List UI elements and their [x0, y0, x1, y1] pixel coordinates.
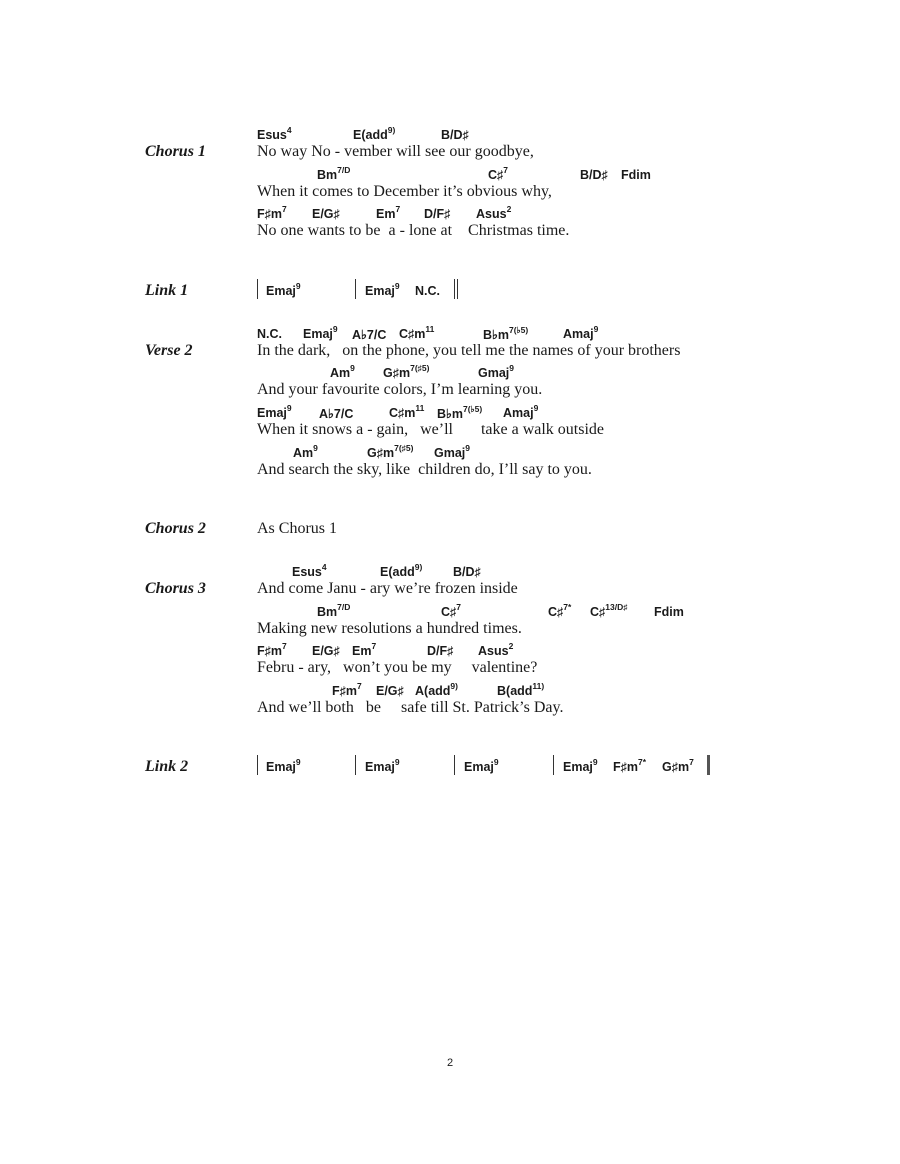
barline: [553, 755, 554, 775]
chord: $C♯m^{11}$: [389, 402, 425, 420]
chord: Gmaj$^9$: [478, 362, 514, 380]
chord: B/D♯: [453, 565, 481, 579]
chord: Emaj$^9$: [266, 756, 301, 774]
chord: E(add$^{9)}$: [380, 561, 423, 579]
barline: [355, 279, 356, 299]
chord: E/G♯: [312, 644, 340, 658]
chord: Emaj$^9$: [257, 402, 292, 420]
section-label-link-2: Link 2: [145, 758, 189, 775]
section-instruction: As Chorus 1: [257, 520, 338, 537]
chord: $B♭m^{7(♭5)}$: [437, 403, 483, 421]
double-barline: [454, 279, 455, 299]
chord: $G♯m^{7(♯5)}$: [383, 362, 430, 380]
chord: E(add$^{9)}$: [353, 124, 396, 142]
chord: Emaj$^9$: [365, 280, 400, 298]
lyric-line: And your favourite colors, I’m learning you.: [257, 381, 543, 398]
barline: [257, 755, 258, 775]
lyric-line: Making new resolutions a hundred times.: [257, 620, 522, 637]
lyric-line: When it comes to December it’s obvious why,: [257, 183, 552, 200]
lyric-line: No way No - vember will see our goodbye,: [257, 143, 534, 160]
lyric-line: In the dark, on the phone, you tell me the names of your brothers: [257, 342, 681, 359]
chord: C♯$^{7*}$: [548, 601, 572, 619]
chord: $G♯m^7$: [662, 756, 694, 774]
chord: B/D♯: [580, 168, 608, 182]
chord: $F♯m^7$: [257, 203, 287, 221]
barline: [355, 755, 356, 775]
chord: $G♯m^{7(♯5)}$: [367, 442, 414, 460]
barline: [257, 279, 258, 299]
chord: E/G♯: [312, 207, 340, 221]
section-label-chorus-2: Chorus 2: [145, 520, 206, 537]
barline: [454, 755, 455, 775]
chord: D/F♯: [427, 644, 454, 658]
chord: Gmaj$^9$: [434, 442, 470, 460]
chord: B(add$^{11)}$: [497, 680, 545, 698]
chord: Amaj$^9$: [563, 323, 599, 341]
chord: Em$^7$: [376, 203, 401, 221]
chord: Esus$^4$: [292, 561, 327, 579]
chord: $C♯m^{11}$: [399, 323, 435, 341]
lyric-line: And search the sky, like children do, I’ll say to you.: [257, 461, 592, 478]
section-label-link-1: Link 1: [145, 282, 189, 299]
chord: E/G♯: [376, 684, 404, 698]
chord: $F♯m^7$: [332, 680, 362, 698]
chord: C♯$^7$: [441, 601, 462, 619]
chord: Am$^9$: [293, 442, 318, 460]
chord: $Bm^{7/D}$: [317, 164, 351, 182]
lyric-line: And we’ll both be safe till St. Patrick’s Day.: [257, 699, 564, 716]
chord: A(add$^{9)}$: [415, 680, 458, 698]
chord: C♯$^7$: [488, 164, 509, 182]
chord: A♭7/C: [352, 328, 387, 342]
chord: Amaj$^9$: [503, 402, 539, 420]
chord: Emaj$^9$: [303, 323, 338, 341]
chord: Fdim: [621, 168, 651, 182]
chord: N.C.: [257, 327, 282, 341]
lyric-line: When it snows a - gain, we’ll take a walk outside: [257, 421, 605, 438]
chord: $F♯m^{7*}$: [613, 756, 647, 774]
page-number: 2: [446, 1057, 454, 1069]
chord: Emaj$^9$: [563, 756, 598, 774]
chord: C♯$^{13/D♯}$: [590, 601, 628, 619]
lyric-line: And come Janu - ary we’re frozen inside: [257, 580, 518, 597]
chord: Esus$^4$: [257, 124, 292, 142]
lyric-line: Febru - ary, won’t you be my valentine?: [257, 659, 538, 676]
chord: D/F♯: [424, 207, 451, 221]
chord: Emaj$^9$: [365, 756, 400, 774]
final-barline: [707, 755, 710, 775]
chord: Emaj$^9$: [266, 280, 301, 298]
lyric-line: No one wants to be a - lone at Christmas time.: [257, 222, 570, 239]
chord: Emaj$^9$: [464, 756, 499, 774]
chord: Asus$^2$: [476, 203, 512, 221]
section-label-chorus-1: Chorus 1: [145, 143, 206, 160]
chord: A♭7/C: [319, 407, 354, 421]
chord: Fdim: [654, 605, 684, 619]
chord: Am$^9$: [330, 362, 355, 380]
chord: $F♯m^7$: [257, 640, 287, 658]
section-label-verse-2: Verse 2: [145, 342, 193, 359]
section-label-chorus-3: Chorus 3: [145, 580, 206, 597]
chord: $Bm^{7/D}$: [317, 601, 351, 619]
chord: Asus$^2$: [478, 640, 514, 658]
chord: $B♭m^{7(♭5)}$: [483, 324, 529, 342]
chord: B/D♯: [441, 128, 469, 142]
chord: Em$^7$: [352, 640, 377, 658]
chord: N.C.: [415, 284, 440, 298]
